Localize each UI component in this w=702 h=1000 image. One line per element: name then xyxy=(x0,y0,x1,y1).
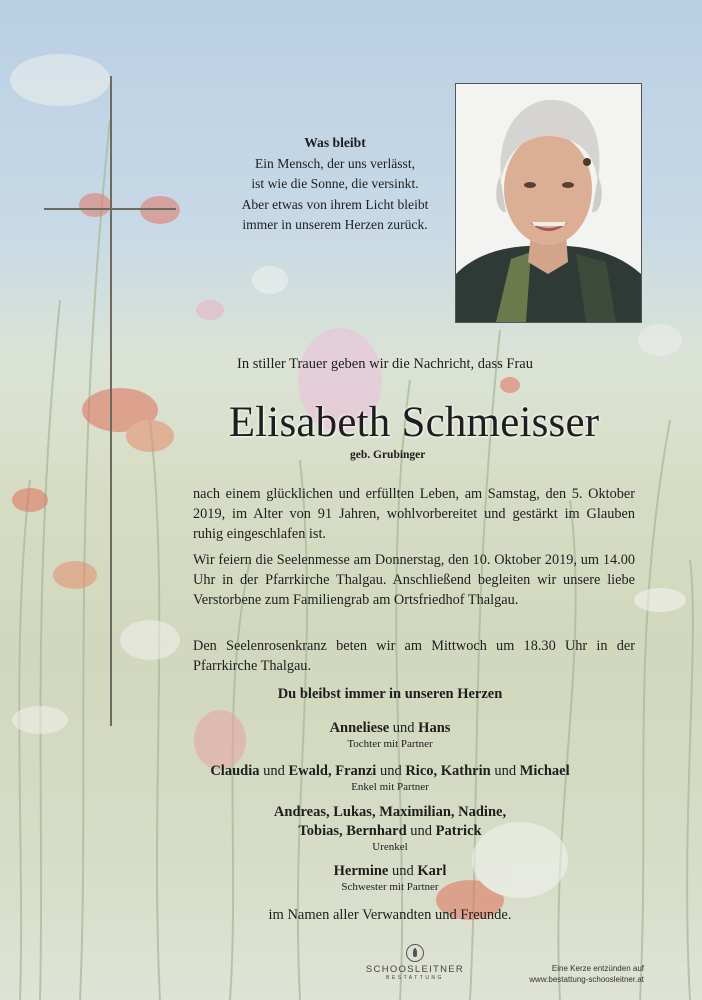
relation-label: Urenkel xyxy=(372,841,408,853)
cross-horizontal xyxy=(44,208,176,210)
paragraph-passing: nach einem glücklichen und erfüllten Leben, am Samstag, den 5. Oktober 2019, im Alter von 91 Jahren, wohlvorbereitet und gestärkt im Glauben ruhig eingeschlafen ist. xyxy=(193,486,635,543)
poem-title: Was bleibt xyxy=(304,135,366,150)
conjunction: und xyxy=(263,763,285,779)
birth-name: geb. Grubinger xyxy=(350,449,426,461)
relation-label: Enkel mit Partner xyxy=(351,781,429,793)
paragraph-rosary: Den Seelenrosenkranz beten wir am Mittwoch um 18.30 Uhr in der Pfarrkirche Thalgau. xyxy=(193,638,635,675)
family-names-line: Andreas, Lukas, Maximilian, Nadine, xyxy=(273,804,507,820)
family-grandchildren xyxy=(150,762,630,794)
poem xyxy=(206,133,464,236)
family-name: Anneliese xyxy=(329,720,390,736)
paragraph-funeral-mass: Wir feiern die Seelenmesse am Donnerstag, den 10. Oktober 2019, um 14.00 Uhr in der Pfarrkirche Thalgau. Anschließend begleiten wir unsere liebe Verstorbene zum Familiengrab am Ortsfriedhof Thalgau. xyxy=(193,552,635,609)
family-name: Ewald, xyxy=(288,763,332,779)
poem-line: ist wie die Sonne, die versinkt. xyxy=(251,176,419,191)
conjunction: und xyxy=(410,823,433,839)
conjunction: und xyxy=(494,763,517,779)
family-children xyxy=(150,719,630,751)
poem-line: immer in unserem Herzen zurück. xyxy=(242,217,428,232)
family-name: Franzi xyxy=(335,763,377,779)
family-name: Michael xyxy=(519,763,570,779)
candle-note xyxy=(504,963,644,985)
closing-line: im Namen aller Verwandten und Freunde. xyxy=(268,907,512,923)
website-link[interactable]: www.bestattung-schoosleitner.at xyxy=(529,975,644,984)
conjunction: und xyxy=(379,763,402,779)
family-name: Hans xyxy=(418,720,451,736)
portrait-photo xyxy=(455,83,642,323)
conjunction: und xyxy=(392,863,414,879)
candle-note-text: Eine Kerze entzünden auf xyxy=(551,964,644,973)
candle-logo-icon xyxy=(406,944,424,962)
relation-label: Tochter mit Partner xyxy=(347,738,433,750)
announcement-intro: In stiller Trauer geben wir die Nachricht, dass Frau xyxy=(237,356,533,372)
poem-line: Ein Mensch, der uns verlässt, xyxy=(254,155,416,171)
family-name: Patrick xyxy=(435,823,482,839)
deceased-name: Elisabeth Schmeisser xyxy=(228,399,600,446)
family-name: Hermine xyxy=(333,863,389,879)
family-great-grandchildren xyxy=(150,803,630,854)
funeral-home-logo xyxy=(350,944,480,981)
family-name: Kathrin xyxy=(440,763,491,779)
logo-subtitle: BESTATTUNG xyxy=(386,975,444,981)
family-name: Karl xyxy=(417,863,447,879)
relation-label: Schwester mit Partner xyxy=(341,881,439,893)
conjunction: und xyxy=(392,720,415,736)
logo-name: SCHOOSLEITNER xyxy=(365,964,465,975)
family-siblings xyxy=(150,862,630,894)
family-names-line: Tobias, Bernhard xyxy=(298,823,407,839)
portrait-illustration xyxy=(456,84,641,322)
family-name: Rico, xyxy=(405,763,438,779)
family-name: Claudia xyxy=(210,763,260,779)
poem-line: Aber etwas von ihrem Licht bleibt xyxy=(241,196,429,212)
cross-vertical xyxy=(110,76,112,726)
heart-line: Du bleibst immer in unseren Herzen xyxy=(277,686,503,702)
